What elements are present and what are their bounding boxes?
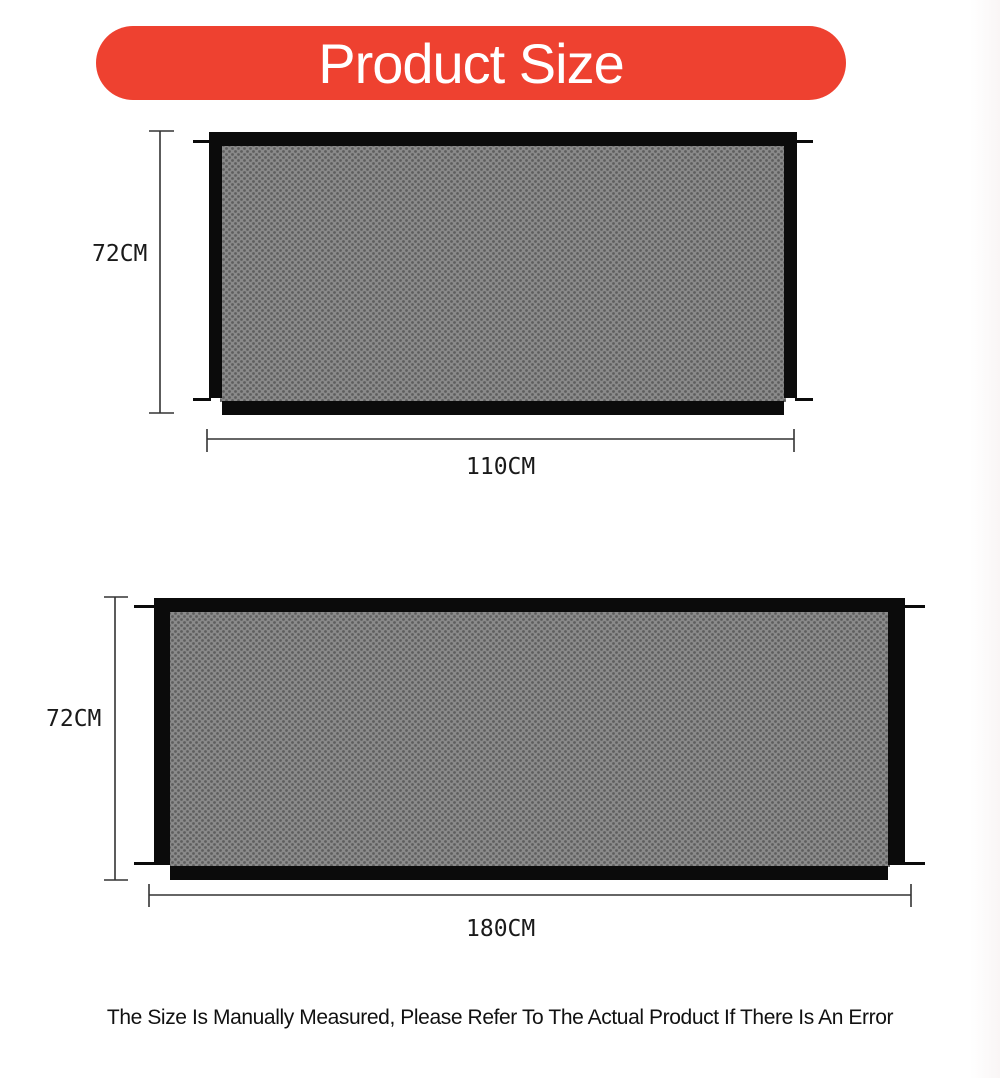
right-edge-shade (970, 0, 1000, 1078)
width-dimension-small (207, 429, 794, 452)
frame-top-bar (209, 132, 797, 146)
height-label-small: 72CM (92, 241, 148, 267)
hook (134, 605, 156, 608)
page-title: Product Size (318, 31, 624, 95)
height-label-large: 72CM (46, 706, 102, 732)
hook (193, 398, 211, 401)
width-label-small: 110CM (466, 454, 536, 480)
hook (795, 140, 813, 143)
mesh-panel (170, 612, 890, 867)
width-dimension-large (149, 884, 911, 907)
frame-right-pole (784, 132, 797, 398)
hook (903, 862, 925, 865)
hook (134, 862, 156, 865)
frame-left-pole (154, 598, 170, 865)
frame-left-pole (209, 132, 222, 398)
hook (193, 140, 211, 143)
height-dimension-small (149, 131, 174, 413)
gate-large (134, 598, 925, 880)
frame-top-bar (154, 598, 905, 612)
gate-small (193, 132, 813, 415)
width-label-large: 180CM (466, 916, 536, 942)
frame-bottom-bar (170, 866, 888, 880)
height-dimension-large (104, 597, 128, 880)
frame-bottom-bar (222, 401, 784, 415)
hook (795, 398, 813, 401)
mesh-panel (220, 146, 786, 402)
frame-right-pole (888, 598, 905, 865)
hook (903, 605, 925, 608)
measurement-note: The Size Is Manually Measured, Please Refer To The Actual Product If There Is An Error (106, 1006, 894, 1029)
